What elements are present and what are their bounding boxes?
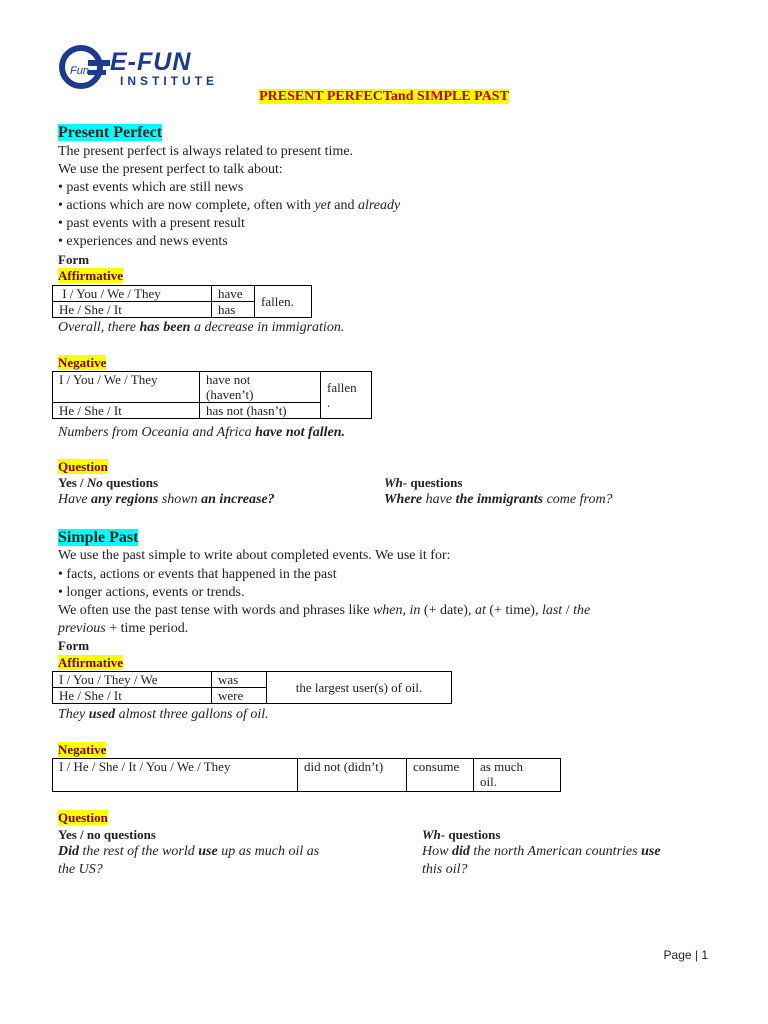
pp-affirmative-label: Affirmative [58, 268, 123, 283]
table-cell: I / He / She / It / You / We / They [53, 759, 298, 792]
logo-brand: E-FUN [110, 48, 192, 76]
table-cell: He / She / It [53, 688, 212, 704]
document-title: PRESENT PERFECTand SIMPLE PAST [259, 89, 509, 104]
sp-form-label: Form [58, 638, 90, 653]
sp-often-line-2: previous + time period. [58, 621, 189, 636]
pp-affirmative-example: Overall, there has been a decrease in immigration. [58, 320, 345, 335]
table-cell: have not (haven’t) [200, 372, 321, 403]
pp-negative-table [52, 371, 372, 419]
table-cell: He / She / It [53, 302, 212, 318]
pp-affirmative-table [52, 285, 312, 318]
logo-mark-text: Fun [70, 65, 89, 77]
table-cell: I / You / We / They [53, 286, 212, 302]
pp-yes-no-heading: Yes / No questions [58, 475, 159, 490]
sp-wh-example-line-2: this oil? [422, 862, 468, 877]
sp-wh-heading: Wh- questions [422, 827, 501, 842]
simple-past-heading: Simple Past [58, 529, 139, 546]
sp-yes-no-example-line-1: Did the rest of the world use up as much oil as [58, 844, 320, 859]
table-cell: were [212, 688, 267, 704]
table-cell: the largest user(s) of oil. [267, 672, 452, 704]
pp-form-label: Form [58, 252, 90, 267]
pp-bullet-1: • past events which are still news [58, 180, 244, 195]
pp-bullet-3: • past events with a present result [58, 216, 245, 231]
table-cell: fallen . [321, 372, 372, 419]
sp-intro: We use the past simple to write about completed events. We use it for: [58, 548, 451, 563]
pp-wh-heading: Wh- questions [384, 475, 463, 490]
sp-question-label: Question [58, 810, 108, 825]
table-cell: consume [407, 759, 474, 792]
table-cell: was [212, 672, 267, 688]
logo-mark-icon [58, 44, 110, 90]
sp-affirmative-example: They used almost three gallons of oil. [58, 707, 269, 722]
table-cell: has [212, 302, 255, 318]
table-cell: I / You / We / They [53, 372, 200, 403]
table-cell: did not (didn’t) [298, 759, 407, 792]
sp-bullet-1: • facts, actions or events that happened in the past [58, 567, 337, 582]
sp-yes-no-example-line-2: the US? [58, 862, 103, 877]
table-cell: fallen. [255, 286, 312, 318]
page-number: Page | 1 [663, 948, 708, 962]
table-cell: He / She / It [53, 403, 200, 419]
pp-bullet-4: • experiences and news events [58, 234, 228, 249]
logo-subtitle: INSTITUTE [120, 74, 218, 88]
present-perfect-heading: Present Perfect [58, 124, 163, 141]
table-cell: I / You / They / We [53, 672, 212, 688]
pp-use-line: We use the present perfect to talk about: [58, 162, 283, 177]
pp-bullet-2: • actions which are now complete, often with yet and already [58, 198, 401, 213]
pp-yes-no-example: Have any regions shown an increase? [58, 492, 275, 507]
table-cell: has not (hasn’t) [200, 403, 321, 419]
sp-negative-label: Negative [58, 742, 107, 757]
pp-wh-example: Where have the immigrants come from? [384, 492, 613, 507]
sp-bullet-2: • longer actions, events or trends. [58, 585, 245, 600]
pp-negative-label: Negative [58, 355, 107, 370]
pp-question-label: Question [58, 459, 108, 474]
table-cell: have [212, 286, 255, 302]
institute-logo [58, 44, 228, 90]
sp-affirmative-label: Affirmative [58, 655, 123, 670]
sp-yes-no-heading: Yes / no questions [58, 827, 156, 842]
table-cell: as much oil. [474, 759, 561, 792]
sp-negative-table [52, 758, 561, 792]
sp-affirmative-table [52, 671, 452, 704]
pp-negative-example: Numbers from Oceania and Africa have not fallen. [58, 425, 345, 440]
sp-often-line-1: We often use the past tense with words and phrases like when, in (+ date), at (+ time), last / the [58, 603, 591, 618]
sp-wh-example-line-1: How did the north American countries use [422, 844, 661, 859]
pp-intro: The present perfect is always related to present time. [58, 144, 354, 159]
